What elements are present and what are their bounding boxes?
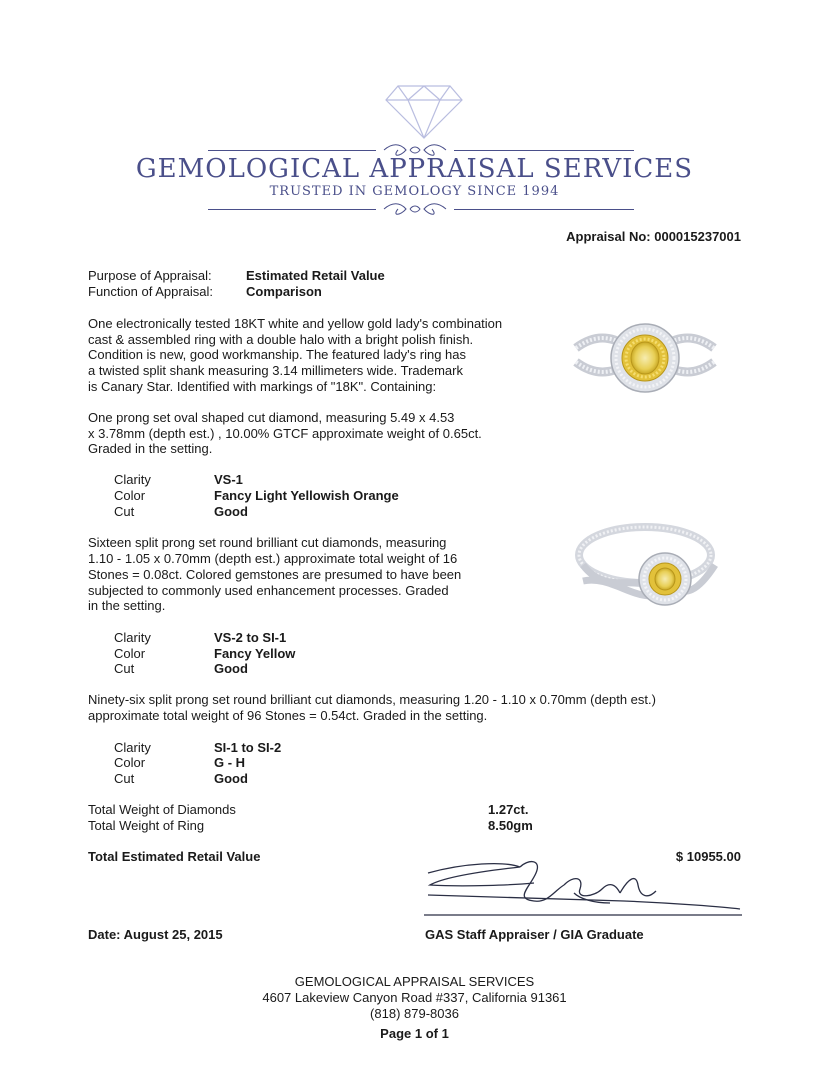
stone3-line: approximate total weight of 96 Stones = 0.54ct. Graded in the setting.	[88, 708, 488, 723]
stone3-line: Ninety-six split prong set round brilliant cut diamonds, measuring 1.20 - 1.10 x 0.70mm (depth est.)	[88, 692, 656, 707]
cut-label: Cut	[114, 661, 135, 676]
company-tagline: TRUSTED IN GEMOLOGY SINCE 1994	[269, 184, 560, 199]
description-line: cast & assembled ring with a double halo with a bright polish finish.	[88, 332, 474, 347]
color-value: G - H	[214, 755, 246, 770]
function-label: Function of Appraisal:	[88, 284, 214, 299]
total-diamonds-value: 1.27ct.	[488, 802, 529, 817]
total-retail-value: $ 10955.00	[675, 849, 741, 864]
stone1-line: x 3.78mm (depth est.) , 10.00% GTCF approximate weight of 0.65ct.	[88, 426, 482, 441]
clarity-label: Clarity	[114, 472, 151, 487]
stone2-line: Stones = 0.08ct. Colored gemstones are presumed to have been	[88, 567, 462, 582]
footer-address: 4607 Lakeview Canyon Road #337, California 91361	[262, 990, 567, 1005]
cut-value: Good	[214, 771, 248, 786]
header-rule-right-bottom	[454, 209, 634, 210]
cut-value: Good	[214, 504, 248, 519]
stone1-line: Graded in the setting.	[88, 441, 213, 456]
stone2-line: subjected to commonly used enhancement processes. Graded	[88, 583, 449, 598]
color-label: Color	[114, 488, 146, 503]
total-ring-label: Total Weight of Ring	[88, 818, 205, 833]
scroll-ornament-icon	[380, 200, 450, 223]
stone2-line: Sixteen split prong set round brilliant cut diamonds, measuring	[88, 535, 447, 550]
total-retail-label: Total Estimated Retail Value	[88, 849, 261, 864]
header-rule-left-bottom	[208, 209, 376, 210]
description-line: a twisted split shank measuring 3.14 millimeters wide. Trademark	[88, 363, 463, 378]
clarity-label: Clarity	[114, 740, 151, 755]
footer-phone: (818) 879-8036	[370, 1006, 459, 1021]
company-name: GEMOLOGICAL APPRAISAL SERVICES	[135, 154, 694, 184]
color-label: Color	[114, 646, 146, 661]
cut-label: Cut	[114, 771, 135, 786]
header-rule-left	[208, 150, 376, 151]
page-number: Page 1 of 1	[380, 1026, 449, 1041]
appraisal-number: Appraisal No: 000015237001	[566, 229, 741, 244]
appraiser-signature	[424, 855, 744, 926]
appraiser-title: GAS Staff Appraiser / GIA Graduate	[425, 927, 644, 942]
total-ring-value: 8.50gm	[488, 818, 533, 833]
stone2-line: in the setting.	[88, 598, 166, 613]
description-line: One electronically tested 18KT white and yellow gold lady's combination	[88, 316, 503, 331]
appraisal-date: Date: August 25, 2015	[88, 927, 223, 942]
clarity-value: VS-1	[214, 472, 243, 487]
ring-photo-angle-view	[565, 515, 715, 635]
color-value: Fancy Light Yellowish Orange	[214, 488, 399, 503]
function-value: Comparison	[246, 284, 322, 299]
purpose-label: Purpose of Appraisal:	[88, 268, 212, 283]
stone1-line: One prong set oval shaped cut diamond, measuring 5.49 x 4.53	[88, 410, 455, 425]
footer-company: GEMOLOGICAL APPRAISAL SERVICES	[294, 974, 535, 989]
purpose-value: Estimated Retail Value	[246, 268, 385, 283]
clarity-value: SI-1 to SI-2	[214, 740, 282, 755]
total-diamonds-label: Total Weight of Diamonds	[88, 802, 236, 817]
diamond-logo-icon	[384, 82, 464, 145]
cut-value: Good	[214, 661, 248, 676]
cut-label: Cut	[114, 504, 135, 519]
ring-photo-top-view	[570, 300, 720, 420]
clarity-value: VS-2 to SI-1	[214, 630, 287, 645]
clarity-label: Clarity	[114, 630, 151, 645]
description-line: is Canary Star. Identified with markings of "18K". Containing:	[88, 379, 437, 394]
stone2-line: 1.10 - 1.05 x 0.70mm (depth est.) approximate total weight of 16	[88, 551, 458, 566]
description-line: Condition is new, good workmanship. The featured lady's ring has	[88, 347, 467, 362]
header-rule-right	[454, 150, 634, 151]
color-value: Fancy Yellow	[214, 646, 296, 661]
color-label: Color	[114, 755, 146, 770]
